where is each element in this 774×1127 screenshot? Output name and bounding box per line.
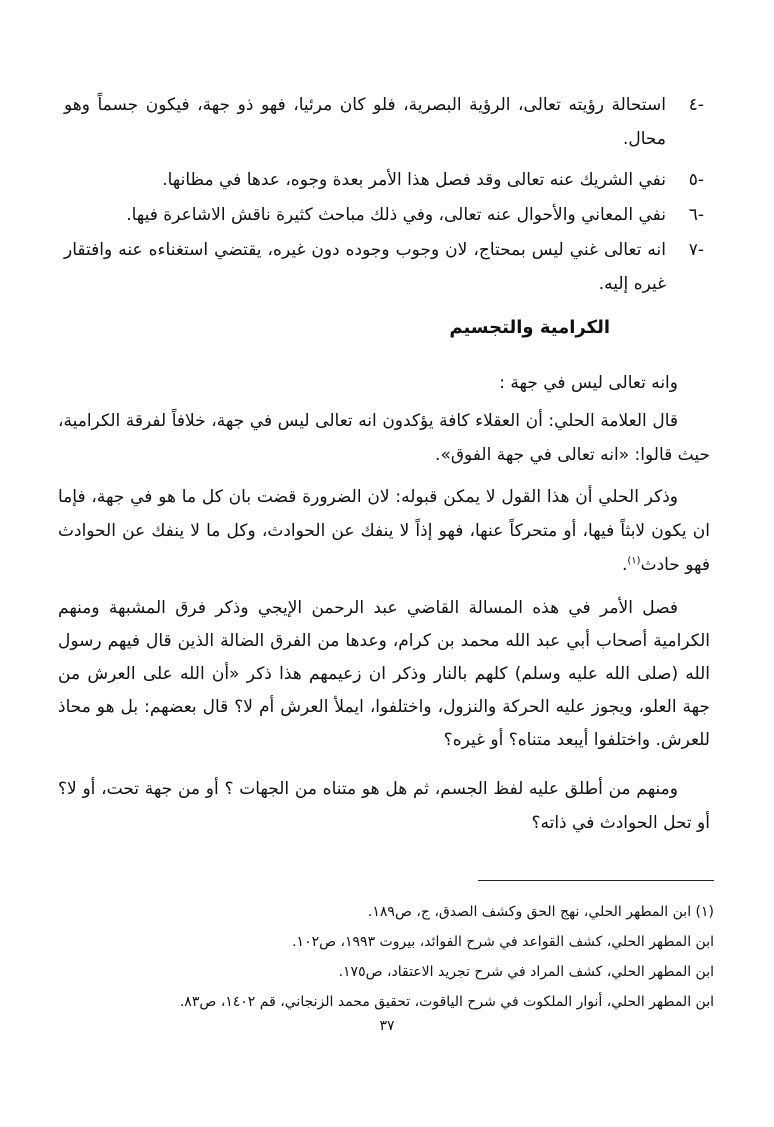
list-item-text: نفي المعاني والأحوال عنه تعالى، وفي ذلك مباحث كثيرة ناقش الاشاعرة فيها. — [126, 205, 666, 225]
list-item-text: انه تعالى غني ليس بمحتاج، لان وجوب وجوده دون غيره، يقتضي استغناءه عنه وافتقار غيره إليه. — [64, 240, 666, 294]
list-item — [64, 163, 704, 197]
list-item-number: -٥ — [688, 170, 704, 190]
list-item-number: -٦ — [688, 205, 704, 225]
footnote-marker: (١) — [627, 555, 641, 567]
paragraph: قال العلامة الحلي: أن العقلاء كافة يؤكدون انه تعالى ليس في جهة، خلافاً لفرقة الكرامية، حيث قالوا: «انه تعالى في جهة الفوق». — [58, 411, 710, 465]
footnote: ابن المطهر الحلي، كشف القواعد في شرح الفوائد، بيروت ١٩٩٣، ص١٠٢. — [292, 934, 714, 950]
footnote-divider — [478, 880, 714, 881]
paragraph-end: . — [621, 555, 628, 575]
section-title: الكرامية والتجسيم — [449, 317, 610, 338]
paragraph — [58, 480, 710, 582]
footnote: ابن المطهر الحلي، أنوار الملكوت في شرح الياقوت، تحقيق محمد الزنجاني، قم ١٤٠٢، ص٨٣. — [179, 994, 714, 1010]
list-item-text: نفي الشريك عنه تعالى وقد فصل هذا الأمر بعدة وجوه، عدها في مظانها. — [162, 170, 666, 190]
paragraph-text: وذكر الحلي أن هذا القول لا يمكن قبوله: لان الضرورة قضت بان كل ما هو في جهة، فإما ان يكون لابثاً فيها، أو متحركاً عنها، فهو إذاً لا ينفك عن الحوادث، وكل ما لا ينفك عن الحوادث فهو حادث — [58, 487, 710, 575]
subheading: وانه تعالى ليس في جهة : — [499, 373, 678, 393]
list-item-number: -٧ — [688, 240, 704, 260]
list-item-number: -٤ — [688, 95, 704, 115]
footnote: ابن المطهر الحلي، كشف المراد في شرح تجريد الاعتقاد، ص١٧٥. — [338, 964, 714, 980]
list-item-text: استحالة رؤيته تعالى، الرؤية البصرية، فلو كان مرئيا، فهو ذو جهة، فيكون جسماً وهو محال. — [64, 95, 666, 149]
list-item — [64, 198, 704, 232]
paragraph: ومنهم من أطلق عليه لفظ الجسم، ثم هل هو متناه من الجهات ؟ أو من جهة تحت، أو لا؟ أو تحل الحوادث في ذاته؟ — [58, 779, 710, 833]
paragraph: فصل الأمر في هذه المسالة القاضي عبد الرحمن الإيجي وذكر فرق المشبهة ومنهم الكرامية أصحاب أبي عبد الله محمد بن كرام، وعدها من الفرق الضالة الذين قال فيهم رسول الله (صلى الله عليه وسلم) كلهم بالنار وذكر ان زعيمهم هذا ذكر «أن الله على العرش من جهة العلو، ويجوز عليه الحركة والنزول، واختلفوا، ايملأ العرش أم لا؟ قال بعضهم: بل هو محاذ للعرش. واختلفوا أيبعد متناه؟ أو غيره؟ — [58, 598, 710, 750]
list-item — [64, 88, 704, 156]
list-item — [64, 233, 704, 301]
page-number: ٣٧ — [379, 1018, 395, 1034]
footnote: (١) ابن المطهر الحلي، نهج الحق وكشف الصدق، ج، ص١٨٩. — [367, 904, 714, 920]
